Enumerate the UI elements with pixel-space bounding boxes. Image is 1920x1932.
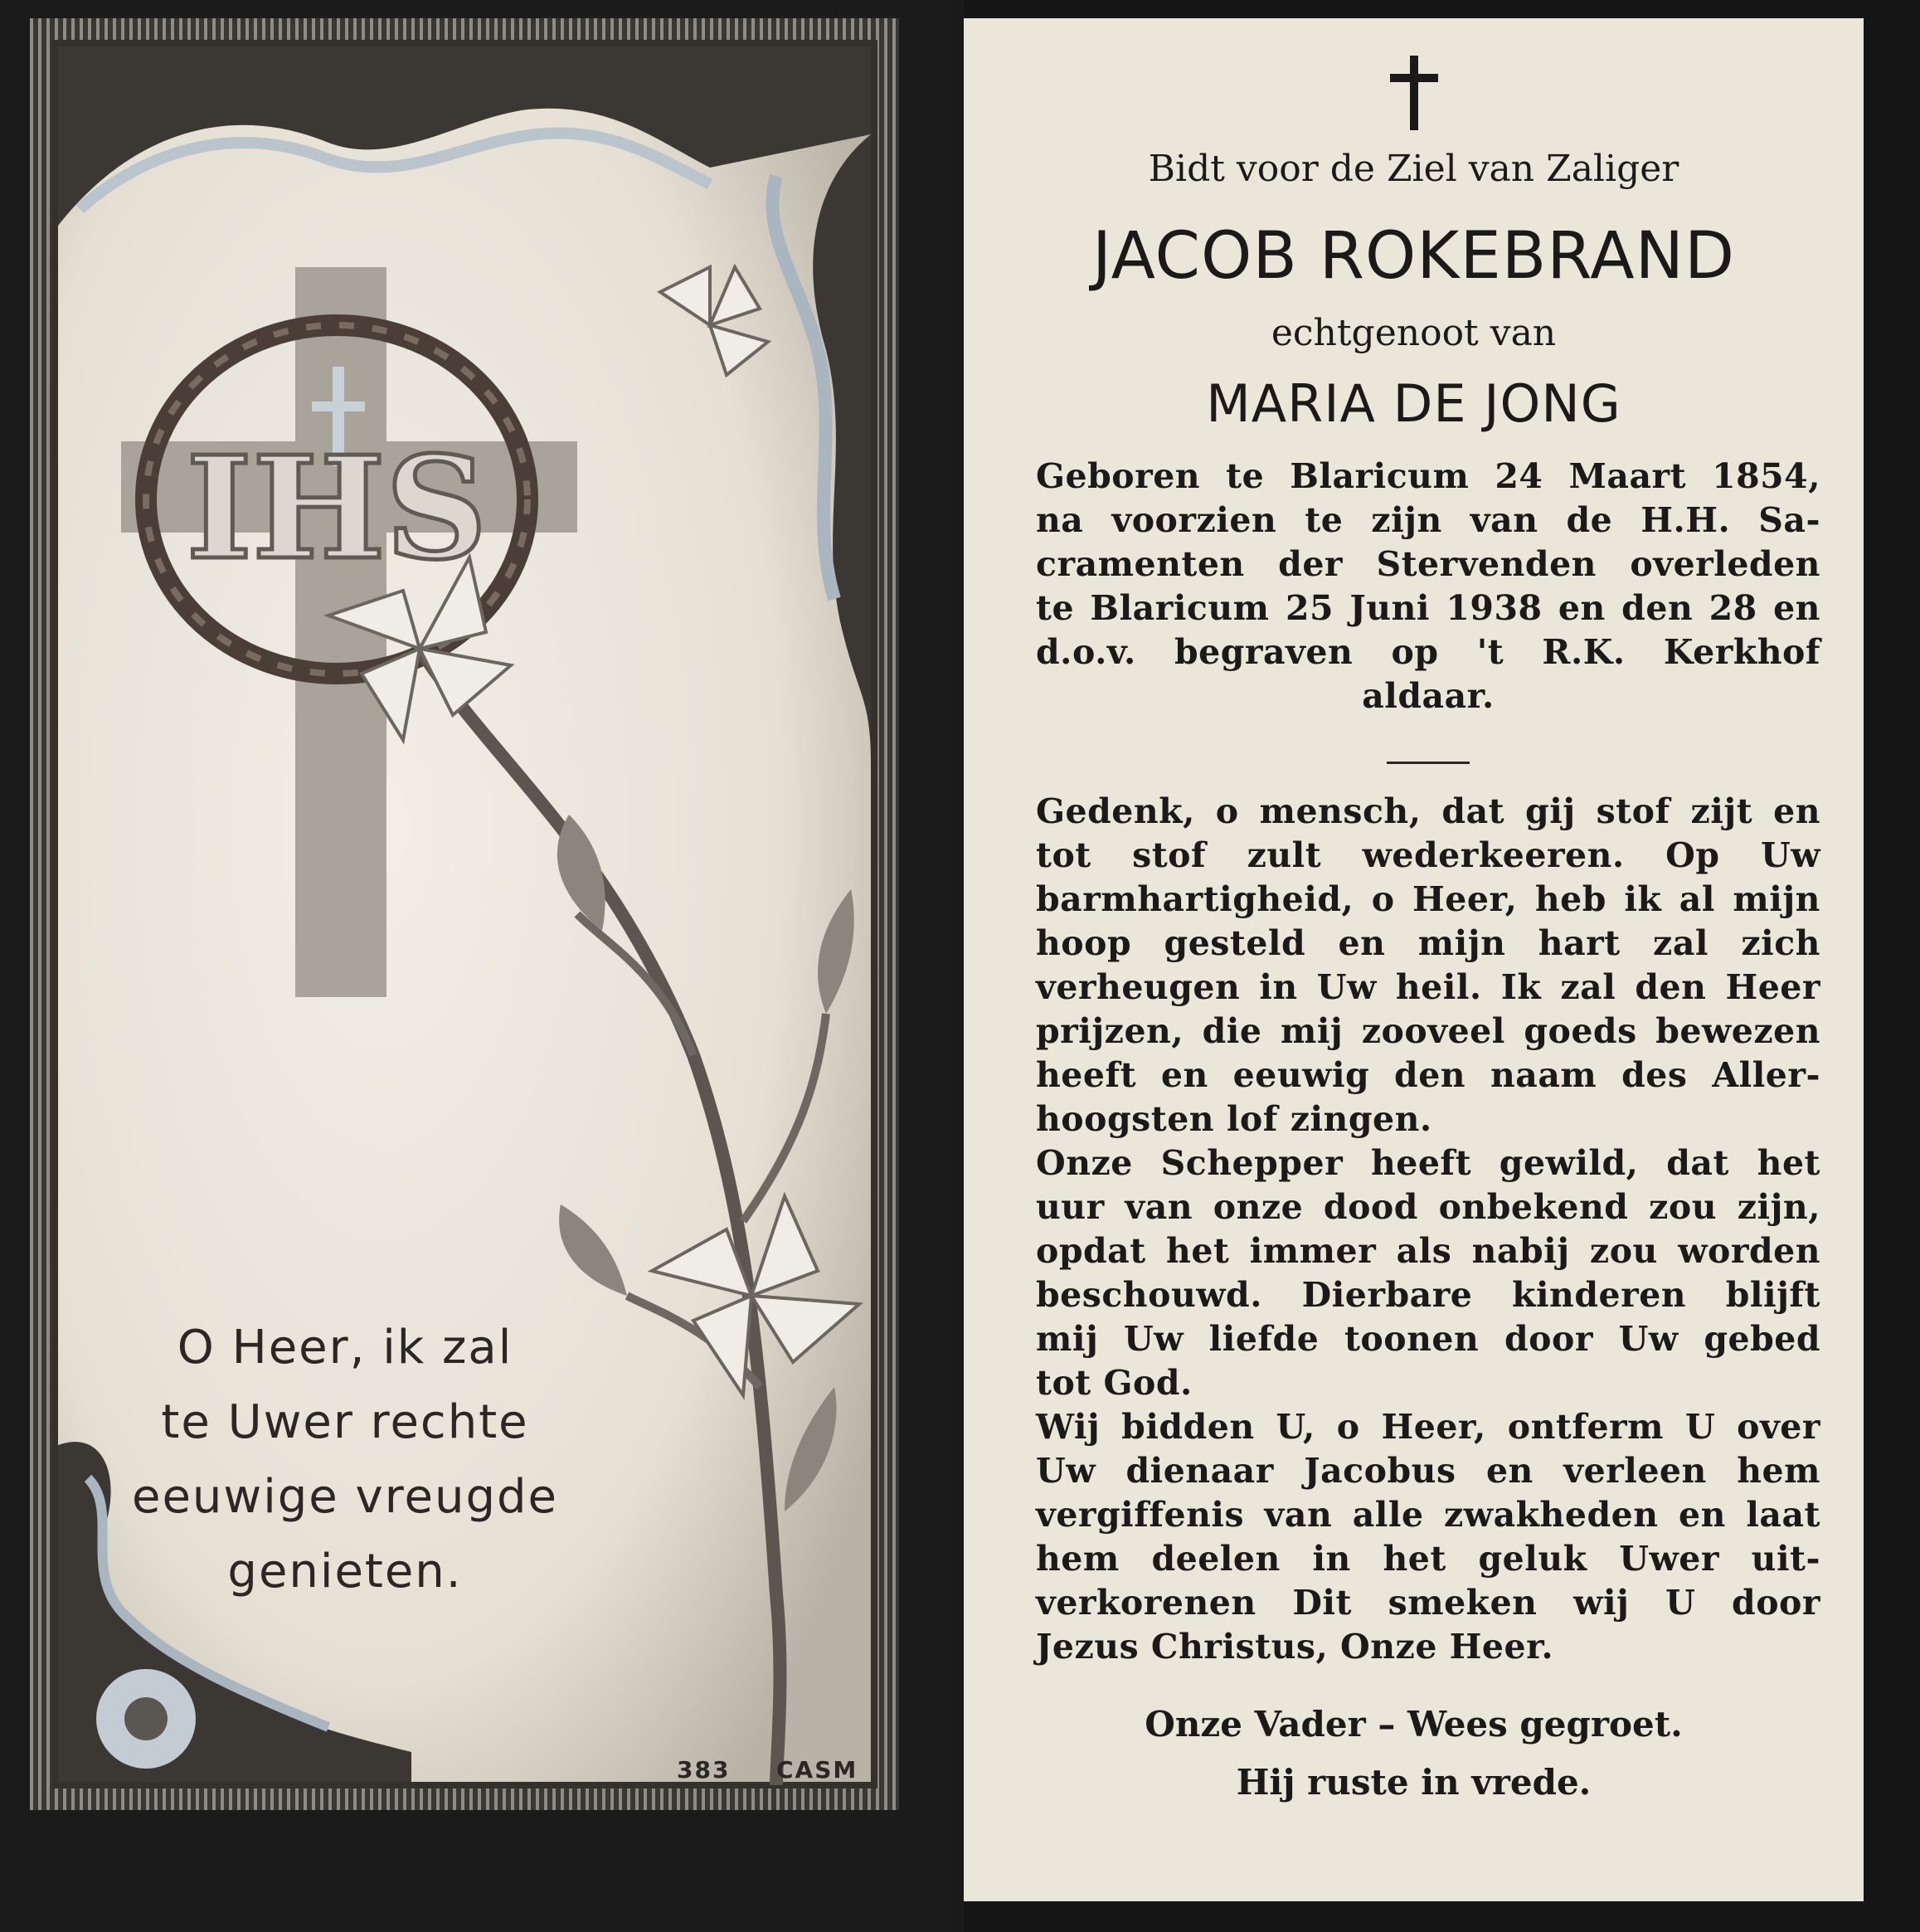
prayer-line: heeft en eeuwig den naam des Aller-: [1036, 1055, 1820, 1095]
print-number: 383: [677, 1756, 731, 1784]
rest-in-peace: Hij ruste in vrede.: [1236, 1762, 1592, 1803]
deceased-name: JACOB ROKEBRAND: [1091, 219, 1736, 294]
flower-ornament: [96, 1669, 196, 1769]
ihs-monogram: IHS: [186, 426, 488, 591]
prayer-line: tot stof zult wederkeeren. Op Uw: [1036, 835, 1820, 875]
prayer-line: Gedenk, o mensch, dat gij stof zijt en: [1036, 791, 1820, 831]
bio-line: aldaar.: [1362, 676, 1495, 716]
quote-line: te Uwer rechte: [161, 1395, 529, 1449]
left-card-illustration-panel: [30, 18, 899, 1810]
right-card-back: [964, 0, 1920, 1932]
quote-line: genieten.: [227, 1545, 463, 1599]
memorial-text-panel: [964, 18, 1864, 1901]
prayer-line: beschouwd. Dierbare kinderen blijft: [1036, 1275, 1820, 1315]
prayer-line: Uw dienaar Jacobus en verleen hem: [1036, 1451, 1820, 1491]
bio-line: te Blaricum 25 Juni 1938 en den 28 en: [1036, 588, 1820, 628]
prayer-line: verheugen in Uw heil. Ik zal den Heer: [1036, 967, 1820, 1007]
prayer-line: verkorenen Dit smeken wij U door: [1036, 1583, 1820, 1623]
prayer-line: barmhartigheid, o Heer, heb ik al mijn: [1036, 879, 1820, 919]
bio-line: d.o.v. begraven op 't R.K. Kerkhof: [1036, 632, 1820, 672]
quote-line: O Heer, ik zal: [177, 1321, 513, 1375]
prayer-line: opdat het immer als nabij zou worden: [1036, 1231, 1820, 1271]
prayer-line: prijzen, die mij zooveel goeds bewezen: [1036, 1011, 1820, 1051]
left-card-front: [0, 0, 952, 1932]
prayer-line: mij Uw liefde toonen door Uw gebed: [1036, 1319, 1820, 1359]
quote-line: eeuwige vreugde: [132, 1470, 558, 1524]
prayer-line: vergiffenis van alle zwakheden en laat: [1036, 1495, 1820, 1535]
prayer-line: tot God.: [1036, 1363, 1193, 1403]
prayer-line: Onze Schepper heeft gewild, dat het: [1036, 1143, 1820, 1183]
relation-line: echtgenoot van: [1271, 312, 1557, 354]
divider: [1387, 762, 1470, 764]
bio-line: na voorzien te zijn van de H.H. Sa-: [1036, 500, 1820, 540]
spouse-name: MARIA DE JONG: [1206, 373, 1621, 434]
prayer-line: Jezus Christus, Onze Heer.: [1036, 1627, 1554, 1667]
closing-prayer: Onze Vader – Wees gegroet.: [1145, 1704, 1683, 1745]
prayer-line: hem deelen in het geluk Uwer uit-: [1036, 1539, 1820, 1579]
prayer-line: uur van onze dood onbekend zou zijn,: [1036, 1187, 1820, 1227]
intro-line: Bidt voor de Ziel van Zaliger: [1148, 148, 1679, 190]
prayer-line: Wij bidden U, o Heer, ontferm U over: [1036, 1407, 1820, 1447]
prayer-line: hoogsten lof zingen.: [1036, 1099, 1432, 1139]
lily-cross-illustration: [30, 18, 899, 1810]
printer-mark: CASM: [776, 1756, 858, 1784]
bio-line: Geboren te Blaricum 24 Maart 1854,: [1036, 456, 1820, 496]
cross-icon: [1387, 56, 1441, 130]
prayer-line: hoop gesteld en mijn hart zal zich: [1036, 923, 1820, 963]
bio-line: cramenten der Stervenden overleden: [1036, 544, 1820, 584]
